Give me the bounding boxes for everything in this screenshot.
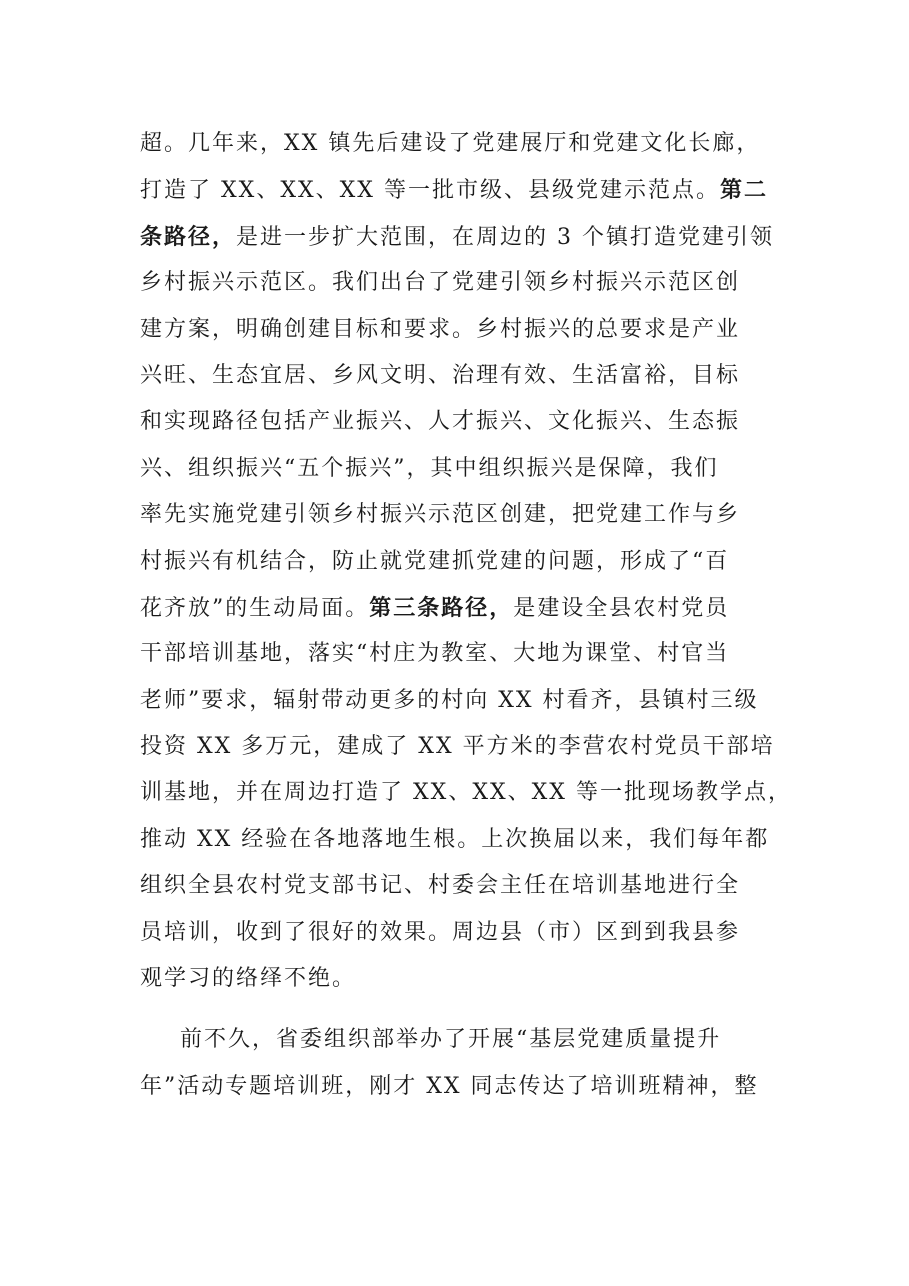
text-line <box>140 307 780 353</box>
text-segment: 村振兴有机结合，防止就党建抓党建的问题，形成了“百 <box>140 548 730 574</box>
text-segment: 兴、组织振兴“五个振兴”，其中组织振兴是保障，我们 <box>140 455 719 481</box>
text-line <box>140 585 780 631</box>
text-line <box>140 631 780 677</box>
text-segment: 员培训，收到了很好的效果。周边县（市）区到到我县参 <box>140 919 741 945</box>
text-segment: 建方案，明确创建目标和要求。乡村振兴的总要求是产业 <box>140 316 741 342</box>
text-line <box>140 910 780 956</box>
document-body <box>140 121 792 1110</box>
text-segment: 推动 XX 经验在各地落地生根。上次换届以来，我们每年都 <box>140 826 770 852</box>
text-line <box>140 214 780 260</box>
text-line <box>140 353 780 399</box>
text-segment: 乡村振兴示范区。我们出台了党建引领乡村振兴示范区创 <box>140 270 741 296</box>
text-segment: 干部培训基地，落实“村庄为教室、大地为课堂、村官当 <box>140 641 730 667</box>
bold-heading-segment: 条路径， <box>140 223 237 250</box>
text-segment: 超。几年来，XX 镇先后建设了党建展厅和党建文化长廊， <box>140 131 761 156</box>
text-line <box>140 1064 780 1110</box>
text-segment: 组织全县农村党支部书记、村委会主任在培训基地进行全 <box>140 873 741 899</box>
bold-heading-segment: 第二 <box>719 177 768 204</box>
text-line <box>140 539 780 585</box>
text-segment: 训基地，并在周边打造了 XX、XX、XX 等一批现场教学点， <box>140 780 792 806</box>
text-segment: 年”活动专题培训班，刚才 XX 同志传达了培训班精神，整 <box>140 1073 759 1099</box>
text-line <box>140 492 780 538</box>
paragraph-first-line <box>140 1017 780 1063</box>
text-segment: 和实现路径包括产业振兴、人才振兴、文化振兴、生态振 <box>140 409 741 435</box>
text-segment: 是建设全县农村党员 <box>513 595 730 621</box>
bold-heading-segment: 第三条路径， <box>369 594 514 621</box>
text-line <box>140 956 780 1002</box>
text-segment: 前不久，省委组织部举办了开展“基层党建质量提升 <box>180 1027 722 1053</box>
text-segment: 是进一步扩大范围，在周边的 3 个镇打造党建引领 <box>236 224 775 250</box>
text-line <box>140 260 780 306</box>
text-line <box>140 121 780 167</box>
text-line <box>140 863 780 909</box>
text-segment: 花齐放”的生动局面。 <box>140 595 370 621</box>
text-segment: 投资 XX 多万元，建成了 XX 平方米的李营农村党员干部培 <box>140 734 775 760</box>
text-segment: 率先实施党建引领乡村振兴示范区创建，把党建工作与乡 <box>140 502 741 528</box>
text-line <box>140 770 792 816</box>
text-line <box>140 678 780 724</box>
text-segment: 观学习的络绎不绝。 <box>140 966 357 992</box>
text-segment: 打造了 XX、XX、XX 等一批市级、县级党建示范点。 <box>140 178 720 204</box>
text-segment: 兴旺、生态宜居、乡风文明、治理有效、生活富裕，目标 <box>140 362 741 388</box>
text-line <box>140 724 780 770</box>
text-line <box>140 446 780 492</box>
text-segment: 老师”要求，辐射带动更多的村向 XX 村看齐，县镇村三级 <box>140 687 759 713</box>
text-line <box>140 817 780 863</box>
text-line <box>140 399 780 445</box>
text-line <box>140 167 780 213</box>
